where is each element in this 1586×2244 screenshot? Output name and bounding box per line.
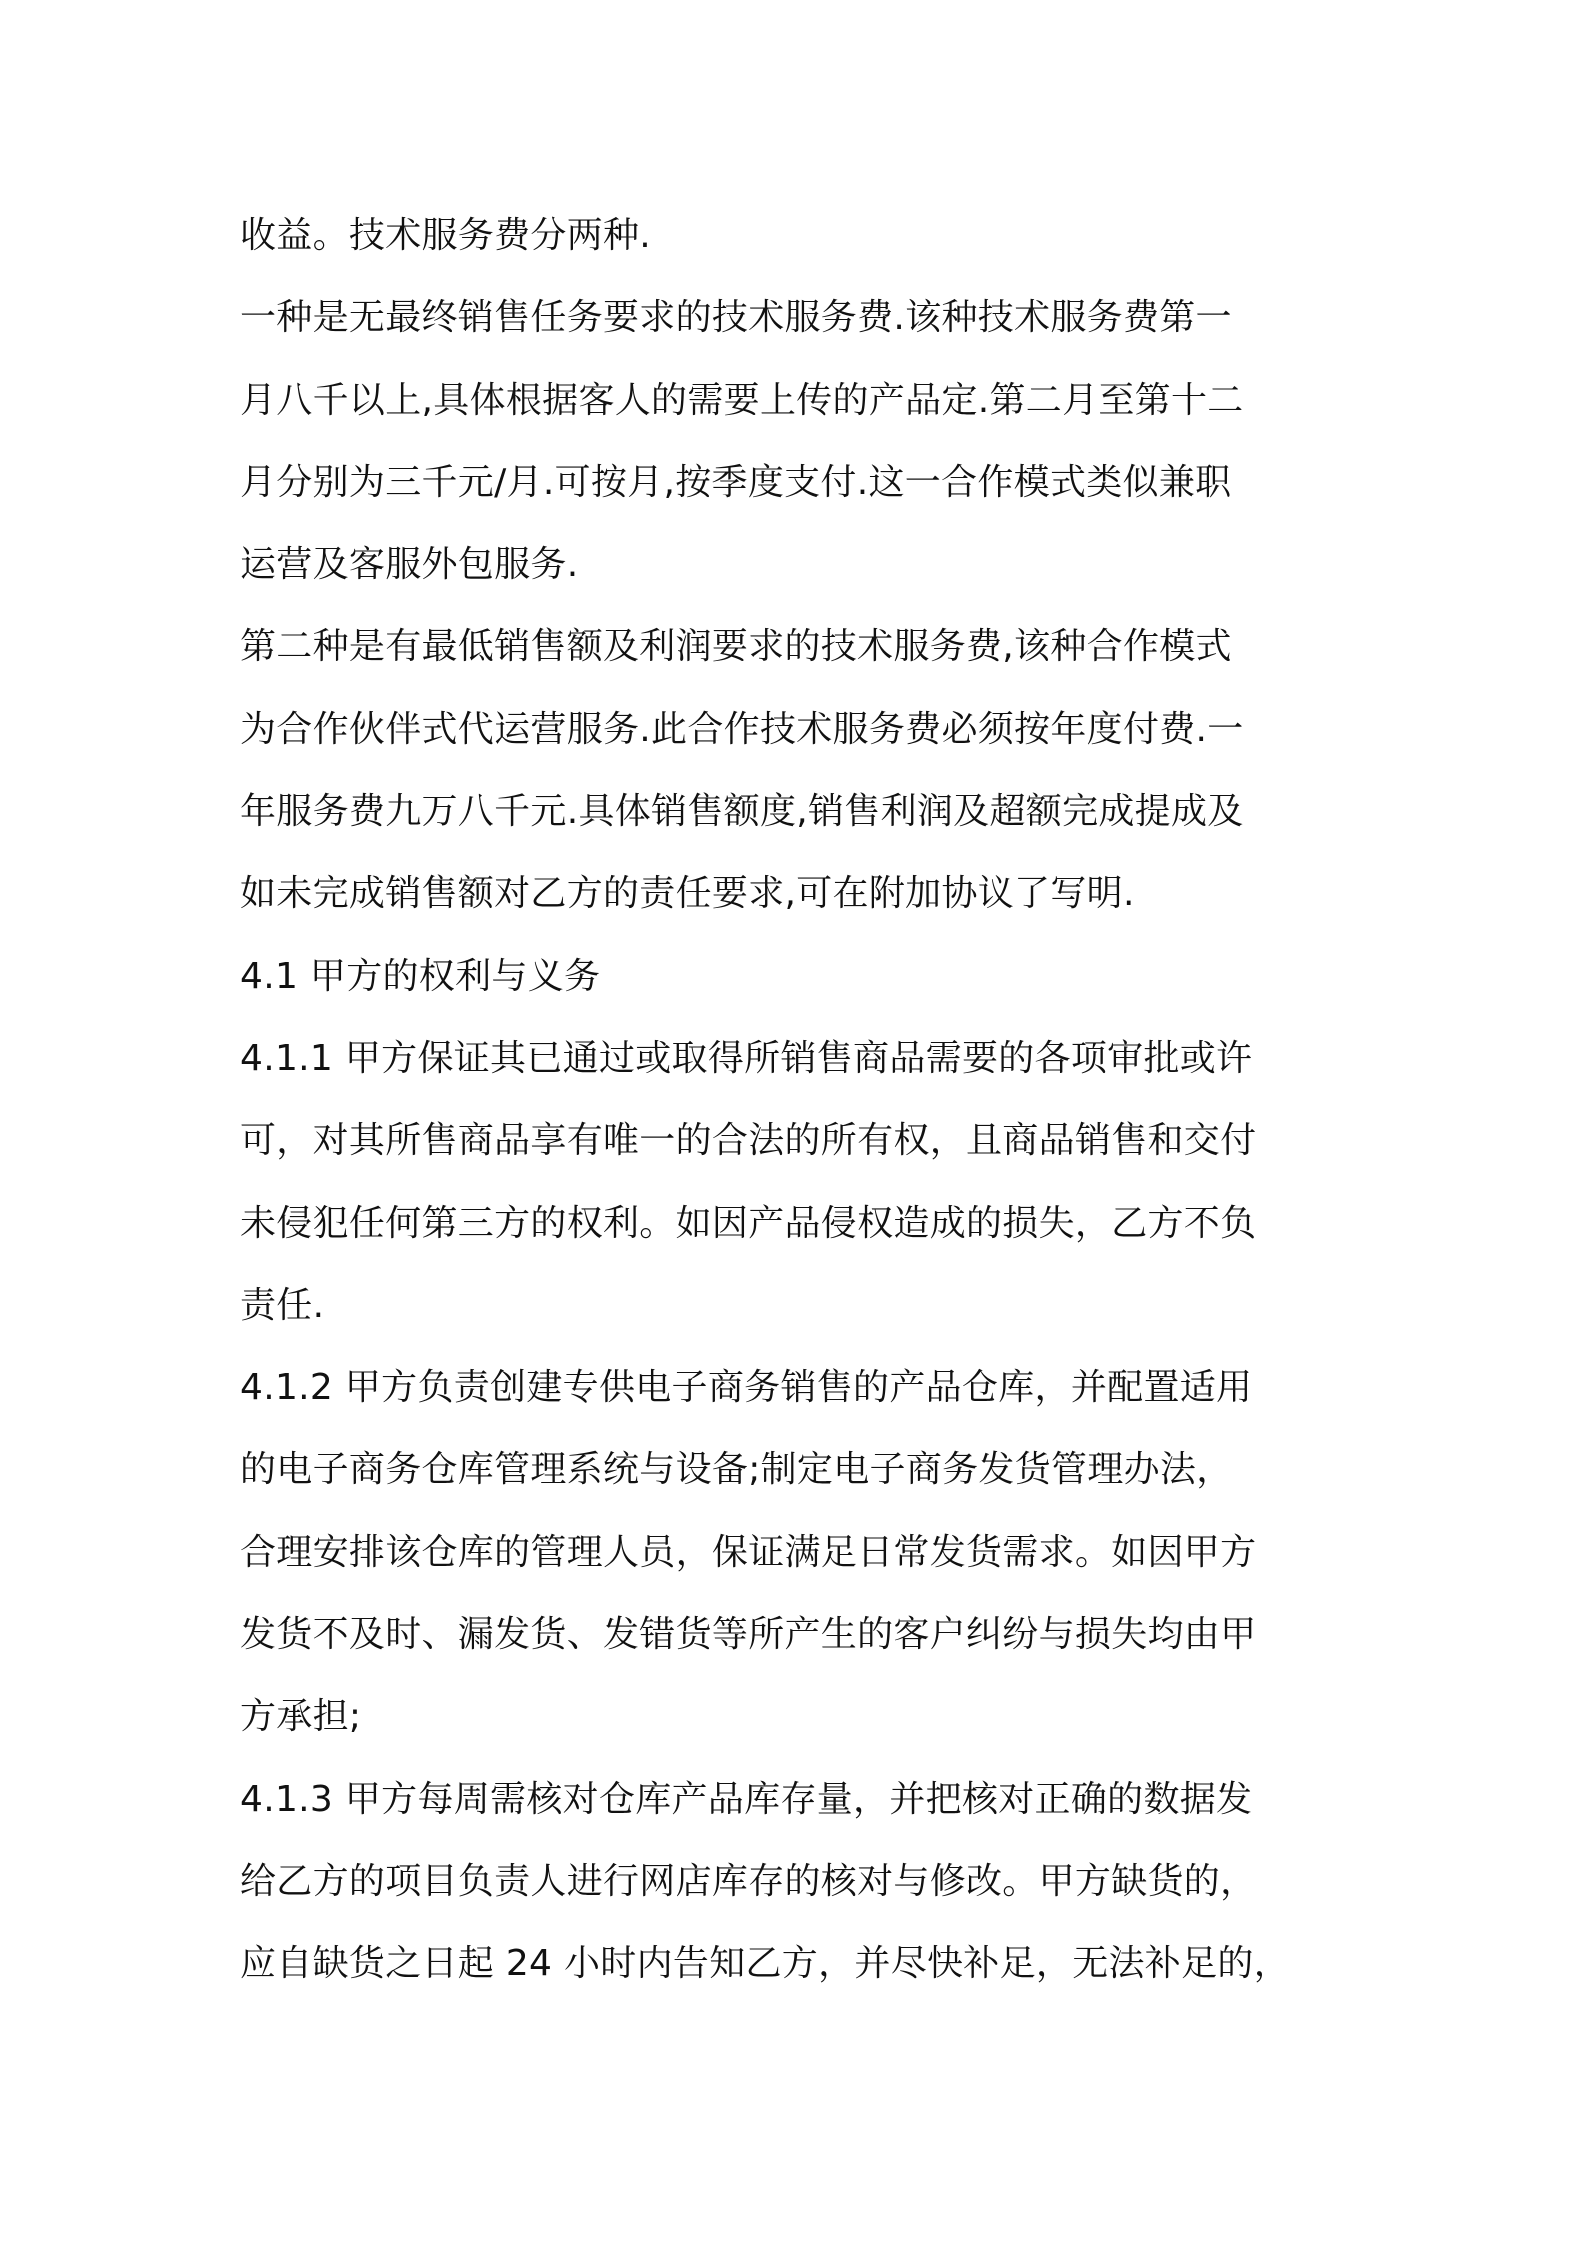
text-line: 可，对其所售商品享有唯一的合法的所有权，且商品销售和交付 xyxy=(240,1120,1257,1162)
text-line: 4.1.2 甲方负责创建专供电子商务销售的产品仓库，并配置适用 xyxy=(240,1367,1253,1409)
text-line: 方承担; xyxy=(240,1696,362,1738)
text-line: 合理安排该仓库的管理人员，保证满足日常发货需求。如因甲方 xyxy=(240,1531,1257,1573)
text-line: 4.1.3 甲方每周需核对仓库产品库存量，并把核对正确的数据发 xyxy=(240,1778,1253,1820)
text-line: 责任. xyxy=(240,1284,325,1326)
text-line: 如未完成销售额对乙方的责任要求,可在附加协议了写明. xyxy=(240,873,1135,915)
section-heading: 4.1 甲方的权利与义务 xyxy=(240,955,601,997)
text-line: 应自缺货之日起 24 小时内告知乙方，并尽快补足，无法补足的， xyxy=(240,1943,1290,1985)
text-line: 4.1.1 甲方保证其已通过或取得所销售商品需要的各项审批或许 xyxy=(240,1037,1253,1079)
text-line: 收益。技术服务费分两种. xyxy=(240,215,652,256)
text-line: 月分别为三千元/月.可按月,按季度支付.这一合作模式类似兼职 xyxy=(240,461,1232,503)
text-line: 第二种是有最低销售额及利润要求的技术服务费,该种合作模式 xyxy=(240,626,1232,668)
text-line: 运营及客服外包服务. xyxy=(240,544,579,586)
text-line: 一种是无最终销售任务要求的技术服务费.该种技术服务费第一 xyxy=(240,297,1232,339)
text-line: 发货不及时、漏发货、发错货等所产生的客户纠纷与损失均由甲 xyxy=(240,1614,1257,1656)
text-line: 给乙方的项目负责人进行网店库存的核对与修改。甲方缺货的， xyxy=(240,1860,1257,1902)
text-line: 未侵犯任何第三方的权利。如因产品侵权造成的损失，乙方不负 xyxy=(240,1202,1257,1244)
text-line: 年服务费九万八千元.具体销售额度,销售利润及超额完成提成及 xyxy=(240,791,1244,833)
text-line: 为合作伙伴式代运营服务.此合作技术服务费必须按年度付费.一 xyxy=(240,708,1244,750)
text-line: 的电子商务仓库管理系统与设备;制定电子商务发货管理办法， xyxy=(240,1449,1233,1491)
document-body xyxy=(240,195,1355,2006)
text-line: 月八千以上,具体根据客人的需要上传的产品定.第二月至第十二 xyxy=(240,379,1244,421)
